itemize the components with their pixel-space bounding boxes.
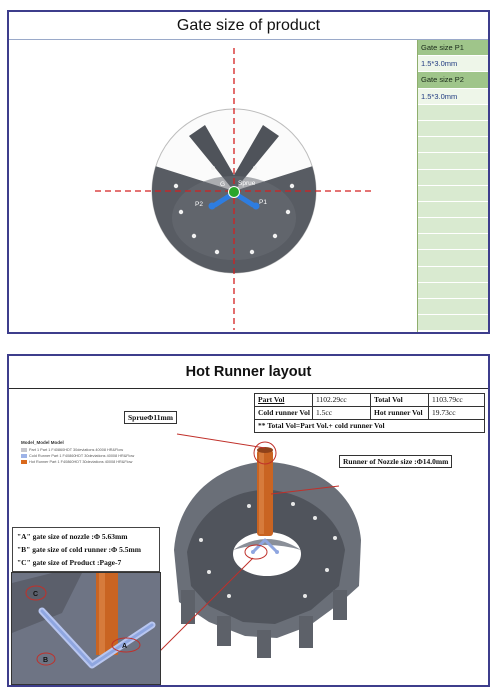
zoom-label-a: A <box>122 643 128 650</box>
gate-table-empty-row <box>418 250 488 266</box>
gate-table-empty-row <box>418 218 488 234</box>
model-legend <box>21 440 134 465</box>
volume-table <box>254 393 485 433</box>
gate-zoom-view <box>11 572 161 685</box>
part-vol-label: Part Vol <box>255 394 313 406</box>
cold-runner-end-left <box>251 550 255 554</box>
legend-swatch <box>21 448 27 452</box>
volume-row-1 <box>255 394 484 407</box>
gate-table-empty-row <box>418 137 488 153</box>
gate-size-model-view <box>9 40 417 332</box>
runner-nozzle-label: Runner of Nozzle size :Φ14.0mm <box>339 455 452 468</box>
gate-table-empty-row <box>418 267 488 283</box>
gate-p2-point <box>209 203 216 210</box>
total-vol-label: Total Vol <box>371 394 429 406</box>
gate-table-empty-row <box>418 170 488 186</box>
label-g: G <box>220 181 226 188</box>
gate-table-empty-row <box>418 202 488 218</box>
volume-note: ** Total Vol=Part Vol.+ cold runner Vol <box>258 421 385 430</box>
hot-runner-vol-value: 19.73cc <box>432 408 456 417</box>
gate-table-header: Gate size P1 <box>418 40 488 56</box>
legend-swatch <box>21 460 27 464</box>
panel2-title: Hot Runner layout <box>185 364 312 380</box>
zoom-label-b: B <box>43 657 49 664</box>
gate-table-empty-row <box>418 234 488 250</box>
sprue-label: SprueΦ11mm <box>124 411 177 424</box>
label-p2: P2 <box>195 201 203 208</box>
gate-table-empty-row <box>418 315 488 331</box>
legend-swatch <box>21 454 27 458</box>
gate-table-empty-row <box>418 121 488 137</box>
gate-table-header: Gate size P2 <box>418 72 488 88</box>
gate-size-notes <box>12 527 160 572</box>
cold-runner-vol-value: 1.5cc <box>313 407 371 419</box>
cold-runner-end-right <box>275 550 279 554</box>
part-vol-value: 1102.29cc <box>313 394 371 406</box>
zoom-label-c: C <box>33 591 39 598</box>
gate-note-line: "A" gate size of nozzle :Φ 5.63mm <box>17 532 128 541</box>
hot-runner-vol-label: Hot runner Vol <box>371 407 429 419</box>
gate-table-empty-row <box>418 283 488 299</box>
legend-title: Model_Model Model <box>21 440 64 445</box>
dome-top-view <box>9 40 417 332</box>
gate-table-value: 1.5*3.0mm <box>418 89 488 105</box>
panel1-title: Gate size of product <box>9 12 488 40</box>
legend-item <box>21 459 134 465</box>
gate-table-empty-row <box>418 186 488 202</box>
gate-size-panel <box>7 10 490 334</box>
gate-table-empty-row <box>418 105 488 121</box>
gate-size-table <box>417 40 488 332</box>
gate-table-empty-row <box>418 153 488 169</box>
legend-text: Hot Runner Part 1 F40860HDT 30deviations 40008 HR&Flow <box>29 460 133 464</box>
gate-zoom-drawing <box>12 573 160 684</box>
gate-table-value: 1.5*3.0mm <box>418 56 488 72</box>
total-vol-value: 1103.79cc <box>432 395 463 404</box>
gate-table-empty-row <box>418 299 488 315</box>
sprue-leader <box>177 434 265 448</box>
gate-note-line: "B" gate size of cold runner :Φ 5.5mm <box>17 545 141 554</box>
label-sprue: Sprue <box>238 180 256 187</box>
sprue-point <box>229 187 240 198</box>
gate-note-line: "C" gate size of Product :Page-7 <box>17 558 122 567</box>
zoom-nozzle-highlight <box>99 573 105 655</box>
title-divider <box>9 388 488 389</box>
label-p1: P1 <box>259 199 267 206</box>
volume-row-2 <box>255 407 484 420</box>
cold-runner-vol-label: Cold runner Vol <box>255 407 313 419</box>
hot-runner-panel <box>7 354 490 687</box>
legend-items <box>21 447 134 465</box>
legend-text: Cold Runner Part 1 F40860HDT 30deviations 40008 HR&Flow <box>29 454 135 458</box>
legend-text: Part 1 Part 1 F40860HDT 30deviations 40008 HR&Flow <box>29 448 124 452</box>
